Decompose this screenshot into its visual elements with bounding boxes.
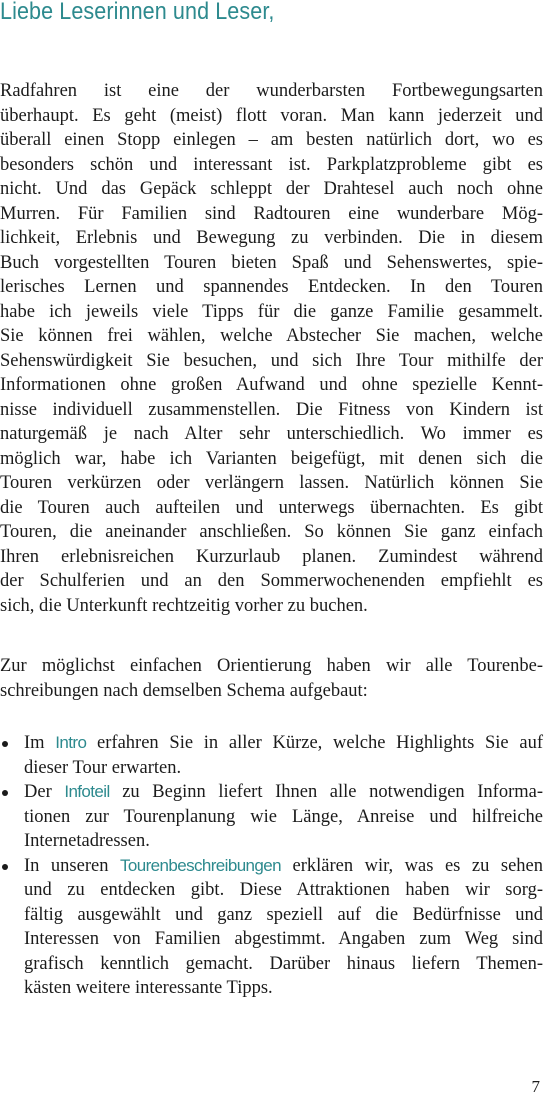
list-item <box>0 780 543 854</box>
text-segment: In unseren <box>24 855 120 876</box>
text-line: fältig ausgewählt und ganz speziell auf die Bedürfnisse und <box>24 904 543 925</box>
bullet-icon <box>2 741 8 747</box>
text-line: besonders schön und interessant ist. Parkplatzprobleme gibt es <box>0 154 543 175</box>
keyword-highlight: Infoteil <box>64 782 110 801</box>
text-line: Ihren erlebnisreichen Kurzurlaub planen. Zumindest während <box>0 546 543 567</box>
keyword-highlight: Tourenbeschreibungen <box>120 855 281 875</box>
feature-list <box>0 731 543 1001</box>
text-line: die Touren auch aufteilen und unterwegs übernachten. Es gibt <box>0 497 543 518</box>
text-segment: Der <box>24 782 65 802</box>
text-line: schreibungen nach demselben Schema aufgebaut: <box>0 680 368 701</box>
page-number: 7 <box>531 1077 540 1096</box>
text-line: überall einen Stopp einlegen – am besten natürlich dort, wo es <box>0 130 543 150</box>
text-line: Sehenswürdigkeit Sie besuchen, und sich Ihre Tour mithilfe der <box>0 350 543 371</box>
text-line: Touren, die aneinander anschließen. So können Sie ganz einfach <box>0 522 543 542</box>
bullet-icon <box>2 790 8 796</box>
text-line: nisse individuell zusammenstellen. Die Fitness von Kindern ist <box>0 399 543 420</box>
text-line: lichkeit, Erlebnis und Bewegung zu verbinden. Die in diesem <box>0 228 543 248</box>
text-line: dieser Tour erwarten. <box>24 757 182 778</box>
text-line: nicht. Und das Gepäck schleppt der Drahtesel auch noch ohne <box>0 179 543 199</box>
text-line: möglich war, habe ich Varianten beigefügt, mit denen sich die <box>0 448 543 469</box>
bullet-icon <box>2 864 8 870</box>
text-line: Touren verkürzen oder verlängern lassen. Natürlich können Sie <box>0 473 543 493</box>
list-item <box>0 854 543 1001</box>
structure-paragraph <box>0 654 543 703</box>
list-item <box>0 731 543 780</box>
text-line: Interessen von Familien abgestimmt. Angaben zum Weg sind <box>24 929 543 949</box>
intro-paragraph <box>0 79 543 618</box>
text-line: Radfahren ist eine der wunderbarsten Fortbewegungsarten <box>0 81 543 101</box>
text-line: Murren. Für Familien sind Radtouren eine wunderbare Mög- <box>0 203 543 224</box>
text-line: kästen weitere interessante Tipps. <box>24 978 273 998</box>
text-line: lerisches Lernen und spannendes Entdecken. In den Touren <box>0 277 543 297</box>
text-segment: Im <box>24 733 56 753</box>
text-line: grafisch kenntlich gemacht. Darüber hinaus liefern Themen- <box>24 953 543 974</box>
text-line: tionen zur Tourenplanung wie Länge, Anreise und hilfreiche <box>24 806 543 827</box>
keyword-highlight: Intro <box>55 733 87 752</box>
text-line: naturgemäß je nach Alter sehr unterschiedlich. Wo immer es <box>0 424 543 444</box>
text-line <box>24 854 543 879</box>
text-segment: erklären wir, was es zu sehen <box>280 855 544 876</box>
text-segment: zu Beginn liefert Ihnen alle notwendigen Informa- <box>109 782 543 802</box>
text-line: Zur möglichst einfachen Orientierung haben wir alle Tourenbe- <box>0 656 543 676</box>
text-line: habe ich jeweils viele Tipps für die ganze Familie gesammelt. <box>0 301 543 322</box>
text-line: sich, die Unterkunft rechtzeitig vorher zu buchen. <box>0 595 368 616</box>
text-line <box>24 731 543 756</box>
text-segment: erfahren Sie in aller Kürze, welche Highlights Sie auf <box>86 733 543 753</box>
text-line: Sie können frei wählen, welche Abstecher Sie machen, welche <box>0 326 543 346</box>
text-line: der Schulferien und an den Sommerwochenenden empfiehlt es <box>0 571 543 591</box>
text-line <box>24 780 543 805</box>
text-line: überhaupt. Es geht (meist) flott voran. Man kann jederzeit und <box>0 105 543 126</box>
text-line: Buch vorgestellten Touren bieten Spaß und Sehenswertes, spie- <box>0 252 543 273</box>
text-line: Internetadressen. <box>24 831 150 851</box>
text-line: und zu entdecken gibt. Diese Attraktionen haben wir sorg- <box>24 880 543 900</box>
text-line: Informationen ohne großen Aufwand und ohne spezielle Kennt- <box>0 375 543 395</box>
page-heading: Liebe Leserinnen und Leser, <box>0 0 275 25</box>
